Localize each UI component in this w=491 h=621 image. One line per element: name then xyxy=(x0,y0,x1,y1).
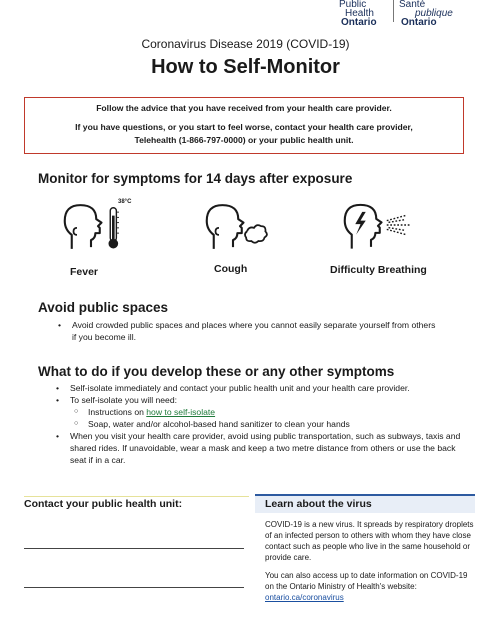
symptom-difficulty-breathing-label: Difficulty Breathing xyxy=(330,264,427,276)
learn-paragraph-2 xyxy=(265,570,475,603)
contact-divider xyxy=(24,496,249,497)
ontario-coronavirus-link[interactable]: ontario.ca/coronavirus xyxy=(265,593,344,602)
avoid-heading: Avoid public spaces xyxy=(38,300,169,315)
develop-list xyxy=(56,382,466,466)
logo-en-line1: Public xyxy=(339,0,367,10)
how-to-self-isolate-link[interactable]: how to self-isolate xyxy=(146,407,216,417)
develop-subitem-2-text: Soap, water and/or alcohol-based hand sanitizer to clean your hands xyxy=(88,419,350,429)
develop-subitem-1 xyxy=(74,406,466,418)
logo-divider xyxy=(393,0,394,22)
public-health-ontario-logo xyxy=(335,0,485,28)
learn-paragraph-2-text: You can also access up to date information on COVID-19 on the Ontario Ministry of Health's website: xyxy=(265,571,468,591)
advice-notice-box xyxy=(24,97,464,154)
thermometer-label: 38°C xyxy=(118,199,132,205)
develop-item-1: • Self-isolate immediately and contact your public health unit and your health care provider. xyxy=(56,382,466,394)
logo-fr-line3: Ontario xyxy=(401,17,437,28)
logo-en-line2: Health xyxy=(345,8,374,19)
contact-write-line-2[interactable] xyxy=(24,587,244,588)
symptom-fever-label: Fever xyxy=(70,266,99,278)
avoid-item: • Avoid crowded public spaces and places where you cannot easily separate yourself from others if you become ill. xyxy=(58,319,438,343)
notice-line2: If you have questions, or you start to feel worse, contact your health care provider, xyxy=(75,122,413,132)
notice-line1: Follow the advice that you have received from your health care provider. xyxy=(96,103,392,113)
contact-label: Contact your public health unit: xyxy=(24,498,183,510)
logo-en-line3: Ontario xyxy=(341,17,377,28)
symptom-cough-label: Cough xyxy=(214,263,248,275)
cough-icon xyxy=(205,198,275,261)
logo-fr-line1: Santé xyxy=(399,0,426,10)
page-title: How to Self-Monitor xyxy=(151,56,340,78)
logo-fr-line2: publique xyxy=(415,8,453,19)
fever-icon xyxy=(56,198,126,261)
page-subtitle: Coronavirus Disease 2019 (COVID-19) xyxy=(141,37,350,51)
avoid-list xyxy=(58,319,438,343)
learn-paragraph-1: COVID-19 is a new virus. It spreads by respiratory droplets of an infected person to others with whom they have close contact such as people who live in the same household or provide care. xyxy=(265,520,474,562)
notice-line3: Telehealth (1-866-797-0000) or your public health unit. xyxy=(134,135,354,145)
learn-about-virus-box xyxy=(255,494,475,610)
develop-subitem-1-text: Instructions on xyxy=(88,407,147,417)
develop-subitem-2 xyxy=(74,418,466,430)
difficulty-breathing-icon xyxy=(343,196,413,259)
contact-write-line-1[interactable] xyxy=(24,548,244,549)
develop-sublist xyxy=(74,406,466,430)
learn-heading: Learn about the virus xyxy=(255,494,475,513)
develop-item-2-text: To self-isolate you will need: xyxy=(70,395,177,405)
develop-item-2 xyxy=(56,394,466,430)
develop-item-3: • When you visit your health care provider, avoid using public transportation, such as subways, taxis and shared rides. If unavoidable, wear a mask and keep a two metre distance from others or use the back seat if in a car. xyxy=(56,430,466,466)
monitor-heading: Monitor for symptoms for 14 days after exposure xyxy=(38,171,353,186)
develop-heading: What to do if you develop these or any other symptoms xyxy=(38,364,395,379)
